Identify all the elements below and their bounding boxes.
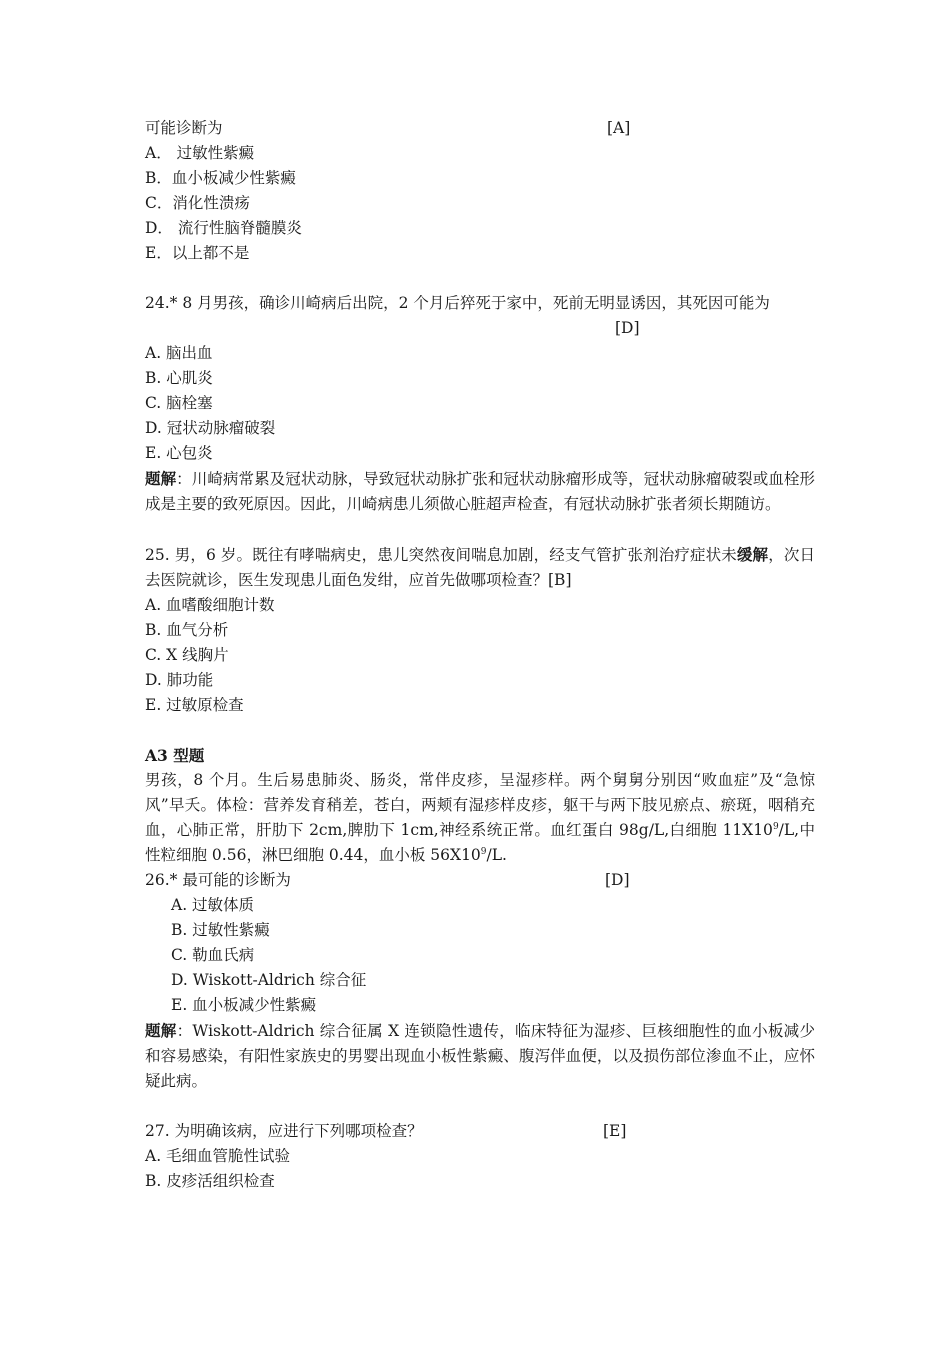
q26-option-c: C. 勒血氏病 bbox=[171, 946, 255, 964]
q25-stem-part-a: 25. 男，6 岁。既往有哮喘病史，患儿突然夜间喘息加剧，经支气管扩张剂治疗症状未 bbox=[145, 546, 737, 564]
q23-option-b: B．血小板减少性紫癜 bbox=[145, 169, 296, 187]
q27-answer: [E] bbox=[603, 1122, 627, 1140]
q23-answer: [A] bbox=[607, 119, 631, 137]
q27-option-b: B. 皮疹活组织检查 bbox=[145, 1172, 275, 1190]
q26-stem: 26.* 最可能的诊断为 bbox=[145, 871, 291, 889]
q24-stem: 24.* 8 月男孩，确诊川崎病后出院，2 个月后猝死于家中，死前无明显诱因，其死因可能为 bbox=[145, 294, 770, 312]
a3-heading: A3 型题 bbox=[145, 746, 205, 765]
q24-answer: [D] bbox=[615, 319, 640, 337]
q25-option-e: E. 过敏原检查 bbox=[145, 696, 244, 714]
q23-option-a: A． 过敏性紫癜 bbox=[145, 144, 255, 162]
q24-option-e: E. 心包炎 bbox=[145, 444, 213, 462]
q26-option-a: A. 过敏体质 bbox=[171, 896, 255, 914]
a3-case bbox=[145, 768, 815, 868]
q27-option-a: A. 毛细血管脆性试验 bbox=[145, 1147, 291, 1165]
a3-case-part-a: 男孩，8 个月。生后易患肺炎、肠炎，常伴皮疹，呈湿疹样。两个舅舅分别因“败血症”及“急惊风”早夭。体检：营养发育稍差，苍白，两颊有湿疹样皮疹，躯干与两下肢见瘀点、瘀斑，咽稍充血，心肺正常，肝肋下 2cm,脾肋下 1cm,神经系统正常。血红蛋白 98g/L,白细胞 11X10 bbox=[145, 771, 815, 839]
q24-option-d: D. 冠状动脉瘤破裂 bbox=[145, 419, 276, 437]
q24-explain-text: ：川崎病常累及冠状动脉，导致冠状动脉扩张和冠状动脉瘤形成等，冠状动脉瘤破裂或血栓形成是主要的致死原因。因此，川崎病患儿须做心脏超声检查，有冠状动脉扩张者须长期随访。 bbox=[145, 470, 815, 513]
q24-explain-label: 题解 bbox=[145, 469, 177, 488]
q23-option-e: E．以上都不是 bbox=[145, 244, 250, 262]
q25-option-c: C. X 线胸片 bbox=[145, 646, 229, 664]
q25-option-d: D. 肺功能 bbox=[145, 671, 214, 689]
q25-option-b: B. 血气分析 bbox=[145, 621, 229, 639]
q26-stem-line bbox=[145, 868, 815, 893]
q25-stem-part-b: ，次日去医院就诊，医生发现患儿面色发绀，应首先做哪项检查？[B] bbox=[145, 546, 815, 589]
q25-stem-bold: 缓解 bbox=[736, 545, 769, 564]
q26-option-d: D. Wiskott-Aldrich 综合征 bbox=[171, 971, 367, 989]
document-page bbox=[145, 116, 815, 1194]
q24-answer-line bbox=[145, 316, 815, 341]
q23-option-d: D． 流行性脑脊髓膜炎 bbox=[145, 219, 302, 237]
q25-stem bbox=[145, 542, 815, 593]
a3-case-part-b: /L,中性粒细胞 0.56，淋巴细胞 0.44，血小板 56X10 bbox=[145, 821, 815, 864]
q23-stem: 可能诊断为 bbox=[145, 119, 223, 137]
q25-option-a: A. 血嗜酸细胞计数 bbox=[145, 596, 275, 614]
q23-option-c: C．消化性溃疡 bbox=[145, 194, 250, 212]
q26-answer: [D] bbox=[605, 871, 630, 889]
q26-explain-label: 题解 bbox=[145, 1021, 177, 1040]
q26-option-b: B. 过敏性紫癜 bbox=[171, 921, 270, 939]
a3-heading-line bbox=[145, 743, 815, 768]
q27-stem: 27. 为明确该病，应进行下列哪项检查？ bbox=[145, 1122, 423, 1140]
a3-case-sup1: 9 bbox=[772, 821, 779, 832]
q26-option-e: E. 血小板减少性紫癜 bbox=[171, 996, 317, 1014]
q26-explain-text: ：Wiskott-Aldrich 综合征属 X 连锁隐性遗传，临床特征为湿疹、巨核细胞性的血小板减少和容易感染，有阳性家族史的男婴出现血小板性紫癜、腹泻伴血便，以及损伤部位渗血不止，应怀疑此病。 bbox=[145, 1022, 815, 1090]
q23-stem-line bbox=[145, 116, 815, 141]
q27-stem-line bbox=[145, 1119, 815, 1144]
q24-option-c: C. 脑栓塞 bbox=[145, 394, 213, 412]
q24-option-b: B. 心肌炎 bbox=[145, 369, 213, 387]
q24-explanation bbox=[145, 466, 815, 517]
q26-explanation bbox=[145, 1018, 815, 1094]
q24-option-a: A. 脑出血 bbox=[145, 344, 213, 362]
a3-case-part-c: /L. bbox=[486, 846, 507, 864]
a3-case-sup2: 9 bbox=[480, 846, 487, 857]
